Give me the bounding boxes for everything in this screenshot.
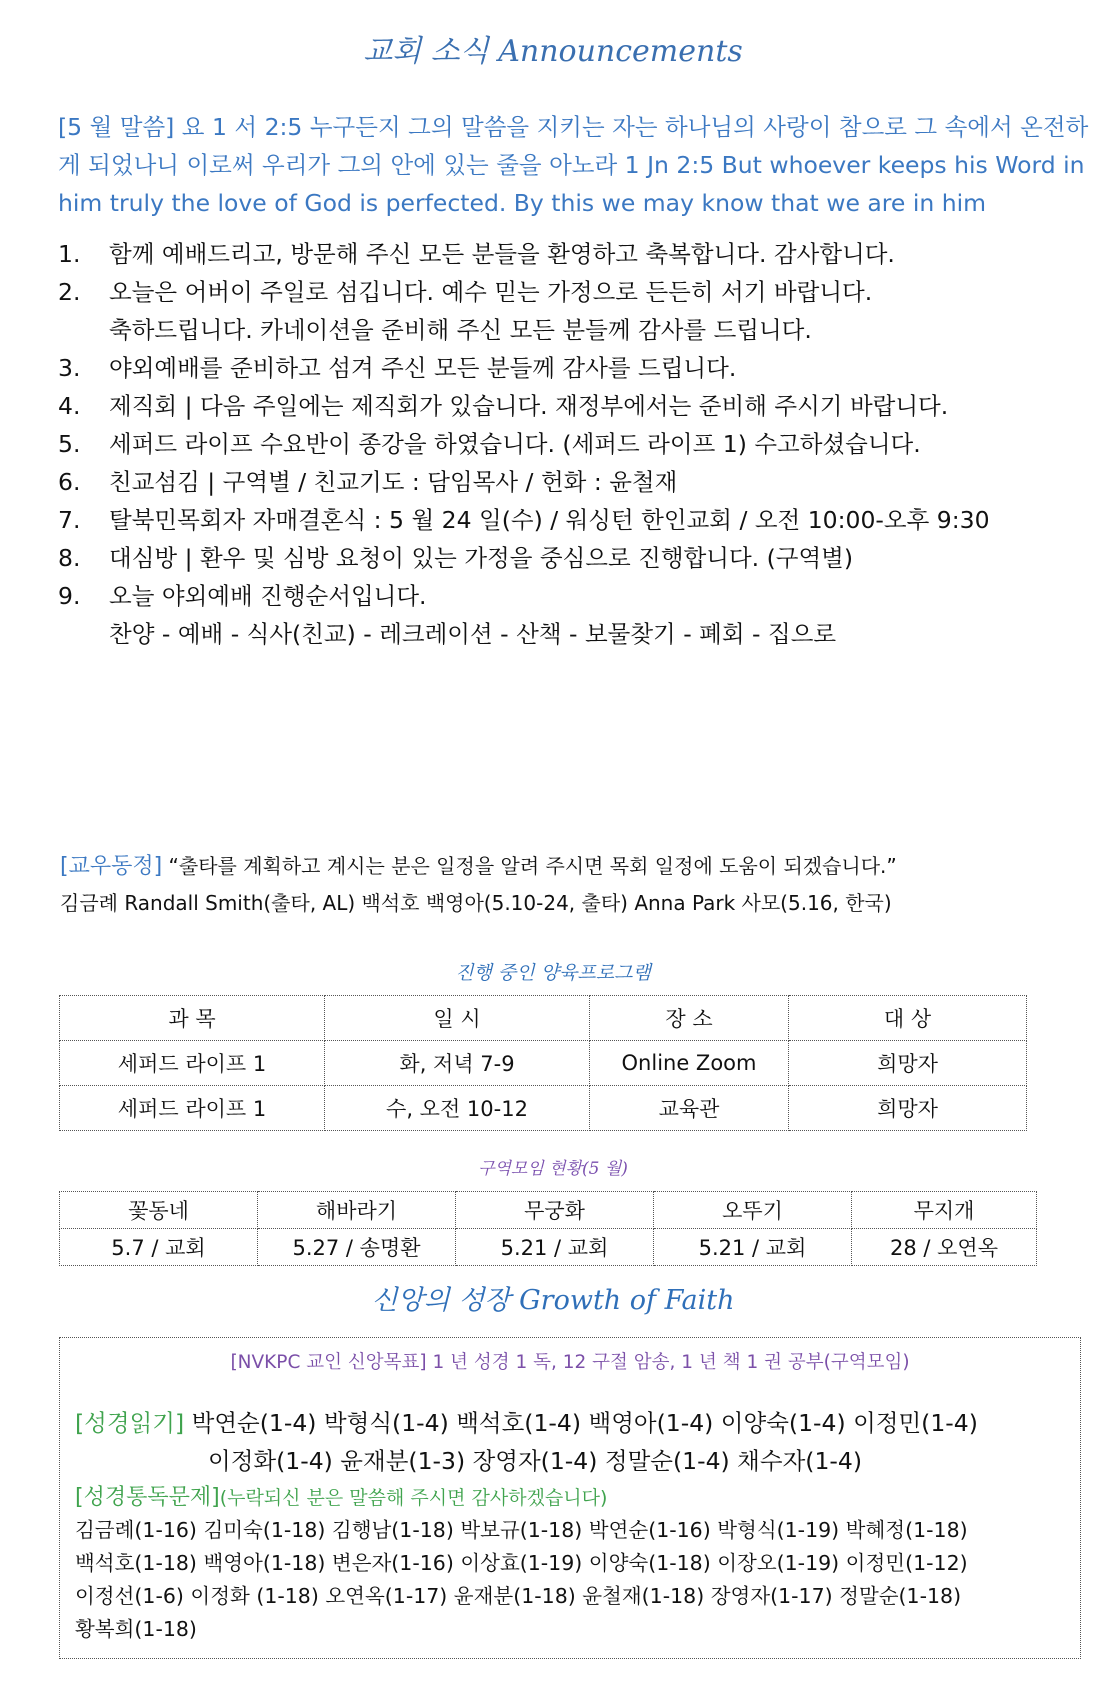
page-title-en: Announcements bbox=[498, 34, 743, 69]
table-header: 일 시 bbox=[325, 996, 590, 1041]
member-news-tag: [교우동정] bbox=[60, 854, 163, 879]
problem-heading bbox=[75, 1480, 607, 1511]
notice-item bbox=[58, 349, 1098, 387]
table-cell: 교육관 bbox=[590, 1086, 789, 1131]
table-header: 꽃동네 bbox=[60, 1192, 258, 1229]
growth-title-en: Growth of Faith bbox=[519, 1285, 735, 1316]
member-news-line bbox=[60, 848, 1100, 885]
notice-item bbox=[58, 425, 1098, 463]
table-cell: 세퍼드 라이프 1 bbox=[60, 1041, 325, 1086]
notice-text: 세퍼드 라이프 수요반이 종강을 하였습니다. (세퍼드 라이프 1) 수고하셨습니다. bbox=[109, 430, 921, 458]
table-header: 무지개 bbox=[852, 1192, 1037, 1229]
monthly-verse: [5 월 말씀] 요 1 서 2:5 누구든지 그의 말씀을 지키는 자는 하나님의 사랑이 참으로 그 속에서 온전하게 되었나니 이로써 우리가 그의 안에 있는 줄을 아노라 1 Jn 2:5 But whoever keeps his Word in him truly the love of God is perfected. By this we may know that we are in him bbox=[58, 113, 1089, 217]
reading-names-continued: 이정화(1-4) 윤재분(1-3) 장영자(1-4) 정말순(1-4) 채수자(1-4) bbox=[208, 1447, 862, 1475]
problem-note: (누락되신 분은 말씀해 주시면 감사하겠습니다) bbox=[219, 1487, 608, 1509]
notice-text: 대심방 | 환우 및 심방 요청이 있는 가정을 중심으로 진행합니다. (구역별) bbox=[109, 544, 854, 572]
notice-text: 찬양 - 예배 - 식사(친교) - 레크레이션 - 산책 - 보물찾기 - 폐회 - 집으로 bbox=[109, 620, 837, 648]
notice-number: 3. bbox=[58, 354, 81, 382]
table-header: 과 목 bbox=[60, 996, 325, 1041]
page-title bbox=[0, 26, 1106, 70]
table-cell: 5.21 / 교회 bbox=[654, 1229, 852, 1266]
reading-tag: [성경읽기] bbox=[75, 1409, 185, 1437]
notice-text: 축하드립니다. 카네이션을 준비해 주신 모든 분들께 감사를 드립니다. bbox=[109, 316, 812, 344]
notice-text: 탈북민목회자 자매결혼식 : 5 월 24 일(수) / 워싱턴 한인교회 / 오전 10:00-오후 9:30 bbox=[109, 506, 990, 534]
notice-text: 제직회 | 다음 주일에는 제직회가 있습니다. 재정부에서는 준비해 주시기 바랍니다. bbox=[109, 392, 949, 420]
member-news-details: 김금례 Randall Smith(출타, AL) 백석호 백영아(5.10-24, 출타) Anna Park 사모(5.16, 한국) bbox=[60, 891, 892, 915]
table-header: 오뚜기 bbox=[654, 1192, 852, 1229]
notice-number: 1. bbox=[58, 240, 81, 268]
notice-number: 4. bbox=[58, 392, 81, 420]
notice-item bbox=[58, 501, 1098, 539]
notice-number: 7. bbox=[58, 506, 81, 534]
growth-title bbox=[0, 1278, 1106, 1317]
notice-item bbox=[58, 539, 1098, 577]
page-title-ko: 교회 소식 bbox=[363, 34, 489, 69]
problem-line: 김금례(1-16) 김미숙(1-18) 김행남(1-18) 박보규(1-18) 박연순(1-16) 박형식(1-19) 박혜정(1-18) bbox=[75, 1518, 968, 1542]
notice-text: 오늘은 어버이 주일로 섬깁니다. 예수 믿는 가정으로 든든히 서기 바랍니다. bbox=[109, 278, 873, 306]
table-cell: 세퍼드 라이프 1 bbox=[60, 1086, 325, 1131]
notice-number: 8. bbox=[58, 544, 81, 572]
table-row bbox=[60, 1086, 1027, 1131]
problem-line: 이정선(1-6) 이정화 (1-18) 오연옥(1-17) 윤재분(1-18) 윤철재(1-18) 장영자(1-17) 정말순(1-18) bbox=[75, 1584, 962, 1608]
table-row bbox=[60, 1041, 1027, 1086]
table-header: 해바라기 bbox=[258, 1192, 456, 1229]
growth-title-ko: 신앙의 성장 bbox=[371, 1285, 511, 1316]
notice-text: 친교섬김 | 구역별 / 친교기도 : 담임목사 / 헌화 : 윤철재 bbox=[109, 468, 678, 496]
program-title: 진행 중인 양육프로그램 bbox=[455, 962, 651, 984]
table-cell: 화, 저녁 7-9 bbox=[325, 1041, 590, 1086]
reading-names: 박연순(1-4) 박형식(1-4) 백석호(1-4) 백영아(1-4) 이양숙(1-4) 이정민(1-4) bbox=[191, 1409, 978, 1437]
problem-line: 백석호(1-18) 백영아(1-18) 변은자(1-16) 이상효(1-19) 이양숙(1-18) 이장오(1-19) 이정민(1-12) bbox=[75, 1551, 968, 1575]
group-meeting-table bbox=[59, 1191, 1037, 1266]
notice-item bbox=[58, 577, 1098, 653]
member-news-message: “출타를 계획하고 계시는 분은 일정을 알려 주시면 목회 일정에 도움이 되겠습니다.” bbox=[168, 854, 897, 878]
notice-item bbox=[58, 235, 1098, 273]
notice-text: 함께 예배드리고, 방문해 주신 모든 분들을 환영하고 축복합니다. 감사합니다. bbox=[109, 240, 895, 268]
notice-number: 6. bbox=[58, 468, 81, 496]
notice-number: 9. bbox=[58, 582, 81, 610]
problem-line: 황복희(1-18) bbox=[75, 1617, 197, 1641]
notice-list bbox=[58, 235, 1098, 653]
notice-item bbox=[58, 387, 1098, 425]
notice-item bbox=[58, 463, 1098, 501]
table-cell: 5.21 / 교회 bbox=[456, 1229, 654, 1266]
notice-item bbox=[58, 273, 1098, 349]
problem-tag: [성경통독문제] bbox=[75, 1485, 220, 1510]
table-cell: 수, 오전 10-12 bbox=[325, 1086, 590, 1131]
table-cell: 5.7 / 교회 bbox=[60, 1229, 258, 1266]
table-header: 대 상 bbox=[789, 996, 1027, 1041]
problem-list bbox=[75, 1514, 1075, 1646]
notice-text: 오늘 야외예배 진행순서입니다. bbox=[109, 582, 427, 610]
table-header-row bbox=[60, 1192, 1037, 1229]
table-header: 무궁화 bbox=[456, 1192, 654, 1229]
table-cell: 희망자 bbox=[789, 1041, 1027, 1086]
notice-number: 2. bbox=[58, 278, 81, 306]
notice-number: 5. bbox=[58, 430, 81, 458]
table-cell: 희망자 bbox=[789, 1086, 1027, 1131]
faith-goal: [NVKPC 교인 신앙목표] 1 년 성경 1 독, 12 구절 암송, 1 년 책 1 권 공부(구역모임) bbox=[230, 1352, 910, 1373]
table-cell: 28 / 오연옥 bbox=[852, 1229, 1037, 1266]
table-header: 장 소 bbox=[590, 996, 789, 1041]
table-cell: Online Zoom bbox=[590, 1041, 789, 1086]
group-meeting-title: 구역모임 현황(5 월) bbox=[478, 1159, 628, 1179]
reading-line bbox=[75, 1404, 978, 1438]
table-header-row bbox=[60, 996, 1027, 1041]
table-cell: 5.27 / 송명환 bbox=[258, 1229, 456, 1266]
growth-box bbox=[59, 1337, 1081, 1659]
member-news bbox=[60, 848, 1100, 921]
table-row bbox=[60, 1229, 1037, 1266]
program-table bbox=[59, 995, 1027, 1131]
notice-text: 야외예배를 준비하고 섬겨 주신 모든 분들께 감사를 드립니다. bbox=[109, 354, 737, 382]
